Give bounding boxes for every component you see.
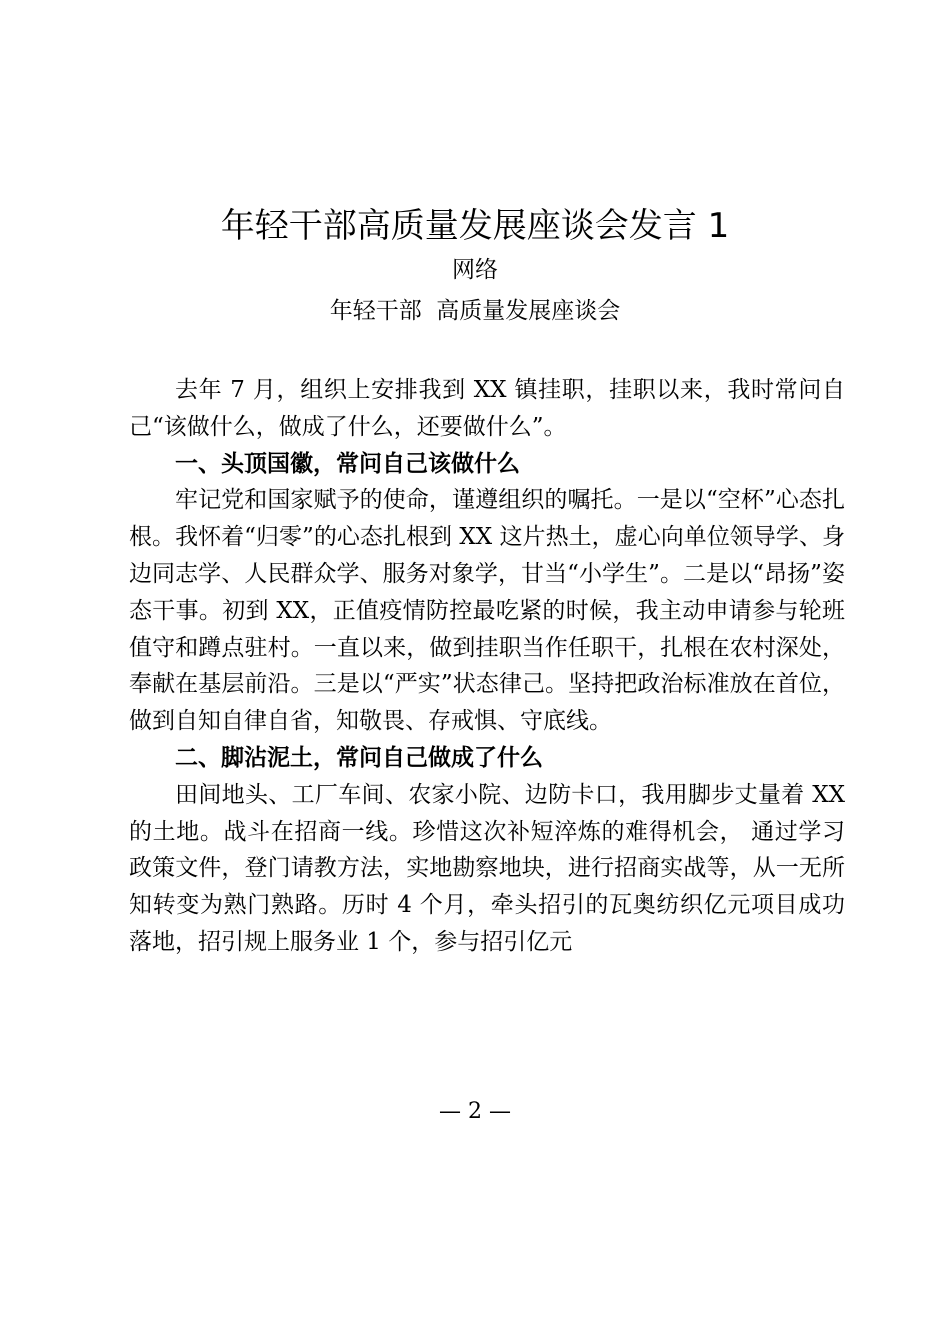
- section-2-paragraph: 田间地头、工厂车间、农家小院、边防卡口，我用脚步丈量着 XX 的土地。战斗在招商一线。珍惜这次补短淬炼的难得机会， 通过学习政策文件，登门请教方法，实地勘察地块，进行招商实战等，从一无所知转变为熟门熟路。历时 4 个月，牵头招引的瓦奥纺织亿元项目成功落地，招引规上服务业 1 个，参与招引亿元: [129, 781, 845, 955]
- document-title: 年轻干部高质量发展座谈会发言 1: [220, 206, 730, 246]
- section-heading-2: 二、脚沾泥土，常问自己做成了什么: [175, 744, 543, 771]
- intro-paragraph: 去年 7 月，组织上安排我到 XX 镇挂职，挂职以来，我时常问自己“该做什么，做成了什么，还要做什么”。: [129, 377, 845, 440]
- section-heading-1: 一、头顶国徽，常问自己该做什么: [175, 450, 520, 477]
- page-number: — 2 —: [439, 1099, 511, 1124]
- section-1-paragraph: 牢记党和国家赋予的使命，谨遵组织的嘱托。一是以“空杯”心态扎根。我怀着“归零”的心态扎根到 XX 这片热土，虚心向单位领导学、身边同志学、人民群众学、服务对象学，甘当“小学生”。二是以“昂扬”姿态干事。初到 XX，正值疫情防控最吃紧的时候，我主动申请参与轮班值守和蹲点驻村。一直以来，做到挂职当作任职干，扎根在农村深处，奉献在基层前沿。三是以“严实”状态律己。坚持把政治标准放在首位，做到自知自律自省，知敬畏、存戒惧、守底线。: [129, 487, 845, 735]
- document-author: 网络: [452, 257, 498, 283]
- document-keywords: 年轻干部 高质量发展座谈会: [329, 298, 621, 324]
- document-body: [129, 372, 845, 961]
